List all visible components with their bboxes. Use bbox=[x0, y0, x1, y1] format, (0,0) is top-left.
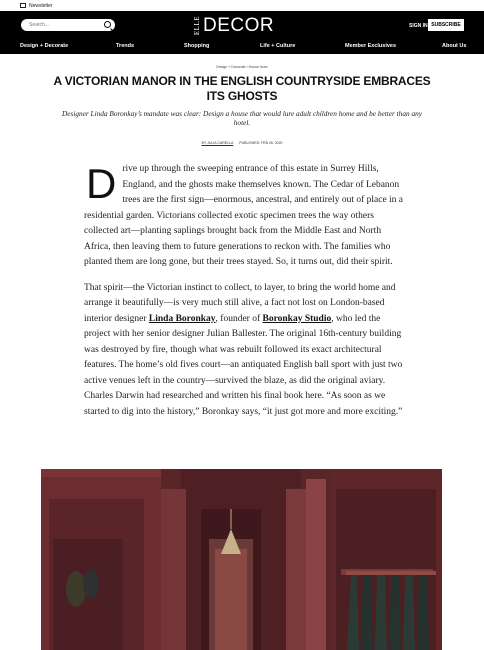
search-input[interactable] bbox=[29, 22, 99, 28]
logo-elle: ELLE bbox=[193, 15, 201, 35]
article-dek: Designer Linda Boronkay’s mandate was clear: Design a house that would lure adult children home and be better than any hotel. bbox=[61, 109, 422, 127]
paragraph-1 bbox=[84, 162, 404, 271]
main-nav bbox=[0, 41, 484, 53]
subscribe-button[interactable]: SUBSCRIBE bbox=[428, 19, 464, 31]
envelope-icon[interactable] bbox=[20, 3, 26, 8]
author-link[interactable]: BY JULIA CARELLA bbox=[201, 141, 234, 145]
paragraph-1-text: rive up through the sweeping entrance of this estate in Surrey Hills, England, and the ghosts make themselves known. The Cedar of Lebanon trees are the first sign—enormous, ancestral, and entirely out of place in a residential garden. Victorians collected exotic specimen trees the way others collected art—planting saplings brought back from the Middle East and North Africa, then leaving them to future generations to reckon with. The families who planted them are long gone, but their trees stayed. So, it turns out, did their spirit. bbox=[84, 164, 404, 267]
article-body bbox=[84, 162, 404, 430]
publish-date: PUBLISHED: FEB 26, 2020 bbox=[239, 141, 283, 145]
byline bbox=[0, 141, 484, 145]
hero-image bbox=[41, 469, 442, 650]
nav-item-design-decorate[interactable]: Design + Decorate bbox=[20, 43, 69, 49]
paragraph-2-text-a: That spirit—the Victorian instinct to collect, to layer, to bring the world home and arrange it beautifully—is very much still alive, a fact not lost on London-based interior designer bbox=[84, 282, 396, 324]
topbar bbox=[0, 0, 484, 11]
paragraph-2-text-b: , founder of bbox=[215, 313, 263, 324]
nav-item-member-exclusives[interactable]: Member Exclusives bbox=[345, 43, 397, 49]
search-icon[interactable] bbox=[104, 21, 111, 28]
newsletter-link[interactable]: Newsletter bbox=[29, 2, 53, 9]
link-boronkay-studio[interactable]: Boronkay Studio bbox=[262, 313, 332, 324]
nav-item-shopping[interactable]: Shopping bbox=[184, 43, 210, 49]
hero-illustration bbox=[41, 469, 442, 650]
breadcrumb[interactable]: Design + Decorate • House tours bbox=[216, 65, 268, 69]
nav-item-life-culture[interactable]: Life + Culture bbox=[260, 43, 296, 49]
site-header bbox=[0, 11, 484, 54]
search-box[interactable] bbox=[21, 19, 115, 31]
sign-in-link[interactable]: SIGN IN bbox=[409, 23, 428, 29]
drop-cap: D bbox=[86, 160, 117, 207]
link-linda-boronkay[interactable]: Linda Boronkay bbox=[148, 313, 216, 324]
nav-item-about-us[interactable]: About Us bbox=[442, 43, 467, 49]
paragraph-2 bbox=[84, 281, 404, 421]
site-logo[interactable] bbox=[194, 15, 274, 35]
logo-decor: DECOR bbox=[203, 15, 275, 36]
nav-item-trends[interactable]: Trends bbox=[116, 43, 135, 49]
article-title: A VICTORIAN MANOR IN THE ENGLISH COUNTRYSIDE EMBRACES ITS GHOSTS bbox=[53, 74, 431, 103]
paragraph-2-text-c: , who led the project with her senior designer Julian Ballester. The original 16th-century building was destroyed by fire, though what was rebuilt followed its exact architectural features. The home’s old fives court—an antiquated English ball sport with just two active venues left in the country—survived the blaze, as did the original aviary. Charles Darwin had researched and written his final book here. “As soon as we started to dig into the history,” Boronkay says, “it just got more and more exciting.” bbox=[84, 313, 403, 417]
